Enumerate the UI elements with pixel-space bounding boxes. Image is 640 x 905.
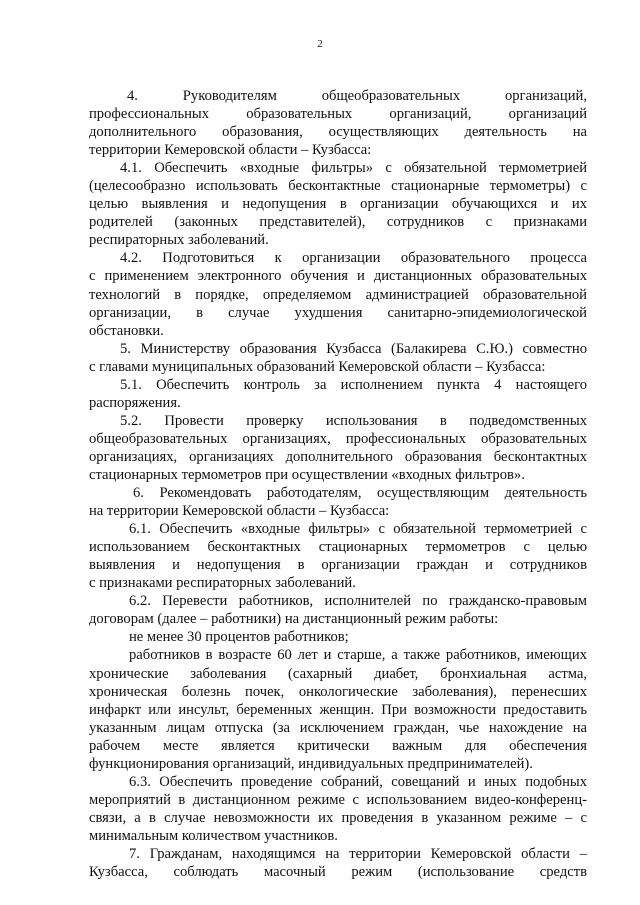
text-line: указанным лицам отпуска (за исключением граждан, чье нахождение на — [89, 719, 587, 736]
text-line: рабочем месте является критически важным для обеспечения — [89, 737, 587, 754]
text-line: инфаркт или инсульт, беременных женщин. При возможности предоставить — [89, 701, 587, 718]
text-line: 5. Министерству образования Кузбасса (Балакирева С.Ю.) совместно — [120, 340, 587, 357]
text-line: обстановки. — [89, 322, 164, 339]
text-line: организациях, организациях дополнительного образования бесконтактных — [89, 448, 587, 465]
text-line: общеобразовательных организациях, профессиональных образовательных — [89, 430, 587, 447]
text-line: 6.1. Обеспечить «входные фильтры» с обязательной термометрией с — [129, 521, 587, 538]
text-line: 6.3. Обеспечить проведение собраний, совещаний и иных подобных — [129, 773, 587, 790]
text-line: выявления и недопущения в организации граждан и сотрудников — [89, 557, 587, 574]
text-line: технологий в порядке, определяемом администрацией образовательной — [89, 286, 587, 303]
text-line: с применением электронного обучения и дистанционных образовательных — [89, 268, 587, 285]
text-line: минимальным количеством участников. — [89, 827, 338, 844]
text-line: 4.1. Обеспечить «входные фильтры» с обязательной термометрией — [120, 160, 587, 177]
text-line: работников в возрасте 60 лет и старше, а также работников, имеющих — [129, 647, 587, 664]
text-line: на территории Кемеровской области – Кузбасса: — [89, 503, 390, 520]
text-line: с признаками респираторных заболеваний. — [89, 575, 356, 592]
text-line: Кузбасса, соблюдать масочный режим (использование средств — [89, 864, 587, 881]
text-line: 4. Руководителям общеобразовательных организаций, — [127, 88, 587, 104]
text-line: стационарных термометров при осуществлении «входных фильтров». — [89, 466, 525, 483]
text-line: хронические заболевания (сахарный диабет, бронхиальная астма, — [89, 665, 587, 682]
text-line: целью выявления и недопущения в организации обучающихся и их — [89, 196, 587, 213]
text-line: респираторных заболеваний. — [89, 232, 269, 249]
text-line: связи, а в случае невозможности их проведения в указанном режиме – с — [89, 809, 587, 826]
text-line: 5.1. Обеспечить контроль за исполнением пункта 4 настоящего — [120, 376, 587, 393]
text-line: не менее 30 процентов работников; — [129, 629, 349, 646]
text-line: 5.2. Провести проверку использования в подведомственных — [120, 412, 587, 429]
text-line: 7. Гражданам, находящимся на территории Кемеровской области – — [129, 845, 587, 862]
text-line: распоряжения. — [89, 394, 181, 411]
text-line: профессиональных образовательных организаций, организаций — [89, 106, 587, 123]
page-number: 2 — [317, 38, 323, 50]
text-line: организации, в случае ухудшения санитарно-эпидемиологической — [89, 304, 587, 321]
text-line: использованием бесконтактных стационарных термометров с целью — [89, 539, 587, 556]
text-line: хроническая болезнь почек, онкологические заболевания), перенесших — [89, 683, 587, 700]
text-line: (целесообразно использовать бесконтактные стационарные термометры) с — [89, 178, 587, 195]
text-line: с главами муниципальных образований Кемеровской области – Кузбасса: — [89, 358, 546, 375]
text-line: 6.2. Перевести работников, исполнителей по гражданско-правовым — [129, 593, 587, 610]
text-line: функционирования организаций, индивидуальных предпринимателей). — [89, 755, 533, 772]
document-body — [89, 87, 587, 881]
text-line: дополнительного образования, осуществляющих деятельность на — [89, 124, 587, 141]
text-line: родителей (законных представителей), сотрудников с признаками — [89, 214, 587, 231]
text-line: 4.2. Подготовиться к организации образовательного процесса — [120, 250, 587, 267]
text-line: 6. Рекомендовать работодателям, осуществляющим деятельность — [133, 485, 587, 502]
text-line: территории Кемеровской области – Кузбасса: — [89, 142, 372, 159]
text-line: договорам (далее – работники) на дистанционный режим работы: — [89, 611, 499, 628]
text-line: мероприятий в дистанционном режиме с использованием видео-конференц- — [89, 791, 587, 808]
